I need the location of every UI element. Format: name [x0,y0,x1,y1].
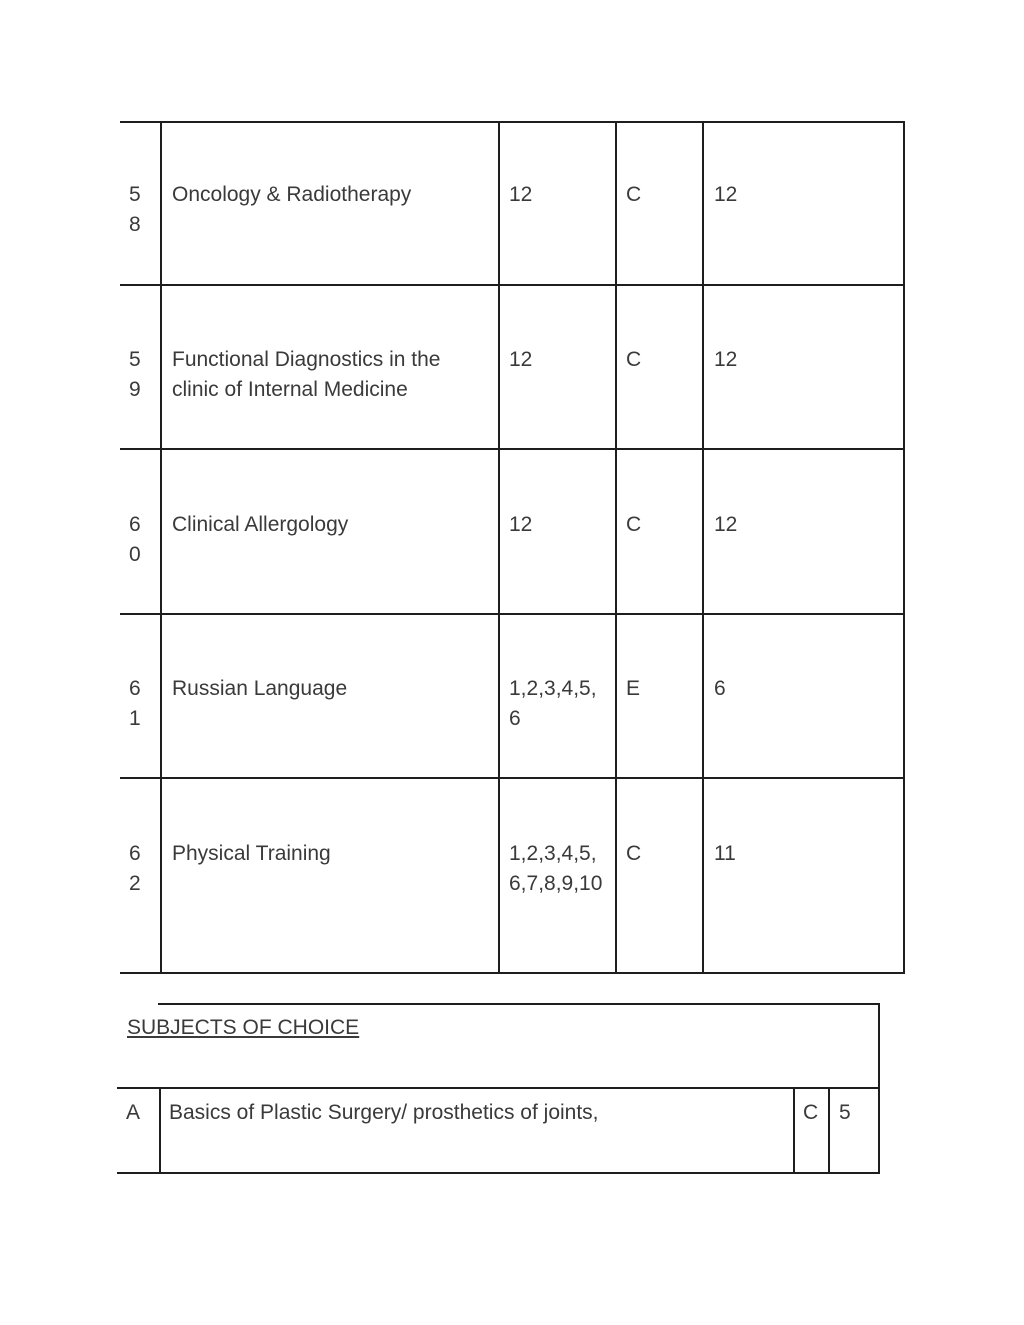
semesters: 12 [509,183,533,206]
control-form: C [803,1101,819,1124]
table-border [120,284,905,286]
table-border [702,121,704,974]
row-number: 61 [129,677,141,730]
credits: 11 [714,842,736,865]
row-number: 58 [129,183,141,236]
table-border [117,1172,880,1174]
table-border [117,1087,880,1089]
table-border [159,1087,161,1174]
table-border [160,121,162,974]
table-border [120,121,905,123]
semesters: 12 [509,513,533,536]
credits: 12 [714,183,738,206]
semesters: 1,2,3,4,5,6 [509,677,597,730]
row-number: 60 [129,513,141,566]
semesters: 12 [509,348,533,371]
row-number: A [126,1101,141,1124]
table-border [158,1003,880,1005]
credits: 12 [714,348,738,371]
table-border [903,121,905,974]
subject-name: Oncology & Radiotherapy [172,183,412,206]
control-form: C [626,842,642,865]
subject-name: Clinical Allergology [172,513,349,536]
control-form: C [626,348,642,371]
table-border [120,448,905,450]
choice-section-title: SUBJECTS OF CHOICE [127,1016,360,1039]
control-form: C [626,513,642,536]
subject-name: Physical Training [172,842,331,865]
subject-name: Basics of Plastic Surgery/ prosthetics of joints, [169,1101,599,1124]
credits: 12 [714,513,738,536]
credits: 5 [839,1101,851,1124]
control-form: E [626,677,641,700]
subject-name: Functional Diagnostics in the clinic of Internal Medicine [172,348,441,401]
subject-name: Russian Language [172,677,348,700]
credits: 6 [714,677,726,700]
table-border [120,777,905,779]
row-number: 62 [129,842,141,895]
table-border [615,121,617,974]
table-border [793,1087,795,1174]
table-border [828,1087,830,1174]
semesters: 1,2,3,4,5,6,7,8,9,10 [509,842,603,895]
table-border [498,121,500,974]
row-number: 59 [129,348,141,401]
table-border [120,972,905,974]
control-form: C [626,183,642,206]
table-border [878,1003,880,1174]
table-border [120,613,905,615]
